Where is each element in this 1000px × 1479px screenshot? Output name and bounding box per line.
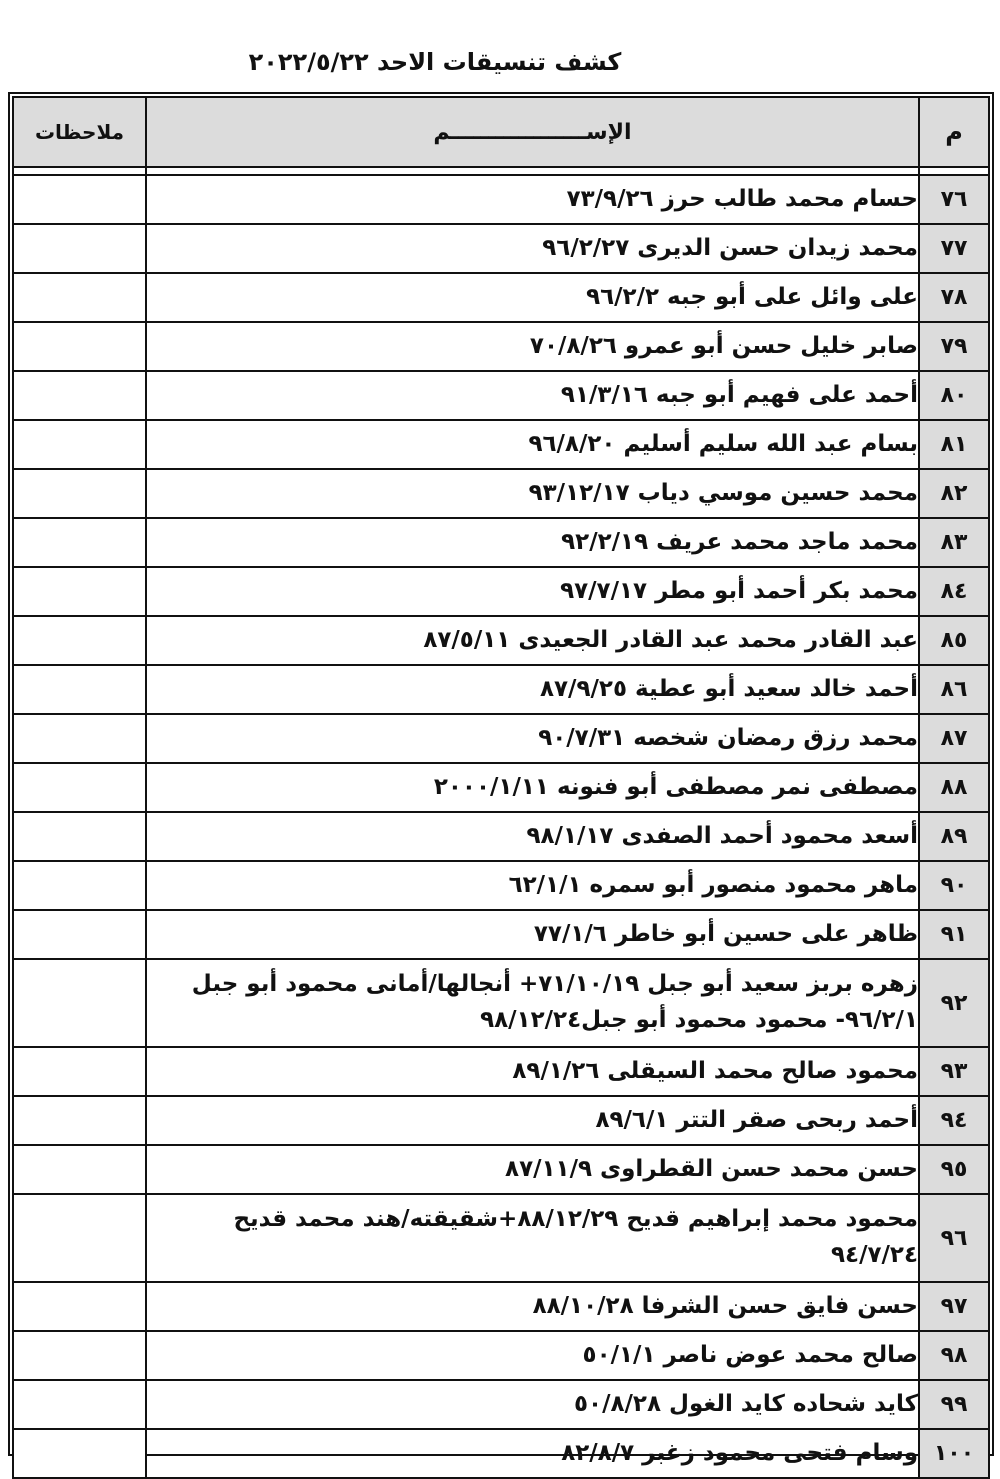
header-row: [13, 97, 989, 167]
row-number: ٩٨: [919, 1331, 989, 1380]
row-notes: [13, 861, 146, 910]
row-name: محمود صالح محمد السيقلى ٨٩/١/٢٦: [146, 1047, 919, 1096]
row-number: ٩٧: [919, 1282, 989, 1331]
row-number: ٩٥: [919, 1145, 989, 1194]
row-name: أحمد خالد سعيد أبو عطية ٨٧/٩/٢٥: [146, 665, 919, 714]
table-row: [13, 1047, 989, 1096]
row-name: أحمد على فهيم أبو جبه ٩١/٣/١٦: [146, 371, 919, 420]
header-separator: [13, 167, 989, 175]
row-number: ٩٢: [919, 959, 989, 1047]
table-row: [13, 518, 989, 567]
table-row: [13, 567, 989, 616]
row-notes: [13, 1145, 146, 1194]
row-number: ٨٣: [919, 518, 989, 567]
row-name: بسام عبد الله سليم أسليم ٩٦/٨/٢٠: [146, 420, 919, 469]
row-notes: [13, 714, 146, 763]
row-notes: [13, 616, 146, 665]
row-name: عبد القادر محمد عبد القادر الجعيدى ٨٧/٥/١١: [146, 616, 919, 665]
row-number: ٨١: [919, 420, 989, 469]
table-row: [13, 1096, 989, 1145]
row-number: ٩٠: [919, 861, 989, 910]
row-number: ٨٥: [919, 616, 989, 665]
table-row: [13, 1145, 989, 1194]
row-notes: [13, 959, 146, 1047]
table-row: [13, 469, 989, 518]
row-name: حسن فايق حسن الشرفا ٨٨/١٠/٢٨: [146, 1282, 919, 1331]
row-name: كايد شحاده كايد الغول ٥٠/٨/٢٨: [146, 1380, 919, 1429]
row-name: على وائل على أبو جبه ٩٦/٢/٢: [146, 273, 919, 322]
row-number: ٨٦: [919, 665, 989, 714]
row-notes: [13, 665, 146, 714]
table-row: [13, 910, 989, 959]
row-notes: [13, 1096, 146, 1145]
row-number: ٨٤: [919, 567, 989, 616]
row-number: ٧٦: [919, 175, 989, 224]
row-number: ٨٠: [919, 371, 989, 420]
row-number: ٧٧: [919, 224, 989, 273]
document-title: كشف تنسيقات الاحد ٢٠٢٢/٥/٢٢: [248, 48, 622, 76]
table-row: [13, 224, 989, 273]
row-name: محمد بكر أحمد أبو مطر ٩٧/٧/١٧: [146, 567, 919, 616]
row-number: ٨٢: [919, 469, 989, 518]
row-notes: [13, 273, 146, 322]
row-notes: [13, 1429, 146, 1478]
row-number: ٩٩: [919, 1380, 989, 1429]
row-notes: [13, 518, 146, 567]
separator-cell: [146, 167, 919, 175]
table-row: [13, 763, 989, 812]
table-row: [13, 959, 989, 1047]
row-notes: [13, 1380, 146, 1429]
table-row: [13, 616, 989, 665]
row-number: ١٠٠: [919, 1429, 989, 1478]
table-row: [13, 175, 989, 224]
row-name: حسن محمد حسن القطراوى ٨٧/١١/٩: [146, 1145, 919, 1194]
separator-cell: [13, 167, 146, 175]
table-row: [13, 420, 989, 469]
row-notes: [13, 371, 146, 420]
row-notes: [13, 224, 146, 273]
table-row: [13, 1331, 989, 1380]
row-notes: [13, 1331, 146, 1380]
row-notes: [13, 1194, 146, 1282]
row-name: محمود محمد إبراهيم قديح ٨٨/١٢/٢٩+شقيقته/هند محمد قديح ٩٤/٧/٢٤: [146, 1194, 919, 1282]
row-name: محمد زيدان حسن الديرى ٩٦/٢/٢٧: [146, 224, 919, 273]
row-name: وسام فتحى محمود زغبر ٨٢/٨/٧: [146, 1429, 919, 1478]
row-number: ٧٩: [919, 322, 989, 371]
row-number: ٩٦: [919, 1194, 989, 1282]
row-name: محمد ماجد محمد عريف ٩٢/٢/١٩: [146, 518, 919, 567]
row-number: ٨٨: [919, 763, 989, 812]
row-name: ظاهر على حسين أبو خاطر ٧٧/١/٦: [146, 910, 919, 959]
row-number: ٩٤: [919, 1096, 989, 1145]
table-row: [13, 665, 989, 714]
roster-table: [12, 96, 990, 1479]
row-number: ٧٨: [919, 273, 989, 322]
table-body: [13, 167, 989, 1478]
table-row: [13, 714, 989, 763]
row-name: مصطفى نمر مصطفى أبو فنونه ٢٠٠٠/١/١١: [146, 763, 919, 812]
column-header-number: م: [919, 97, 989, 167]
table-row: [13, 1429, 989, 1478]
table-row: [13, 812, 989, 861]
row-name: صالح محمد عوض ناصر ٥٠/١/١: [146, 1331, 919, 1380]
row-notes: [13, 812, 146, 861]
table-row: [13, 371, 989, 420]
table-row: [13, 861, 989, 910]
table-row: [13, 322, 989, 371]
row-notes: [13, 763, 146, 812]
row-notes: [13, 1282, 146, 1331]
row-name: ماهر محمود منصور أبو سمره ٦٢/١/١: [146, 861, 919, 910]
row-name: زهره بربز سعيد أبو جبل ٧١/١٠/١٩+ أنجالها/أمانى محمود أبو جبل ٩٦/٢/١- محمود محمود أبو جبل٩٨/١٢/٢٤: [146, 959, 919, 1047]
row-notes: [13, 469, 146, 518]
row-notes: [13, 175, 146, 224]
row-notes: [13, 1047, 146, 1096]
row-number: ٩٣: [919, 1047, 989, 1096]
table-row: [13, 1194, 989, 1282]
table-row: [13, 273, 989, 322]
row-number: ٨٧: [919, 714, 989, 763]
row-name: أسعد محمود أحمد الصفدى ٩٨/١/١٧: [146, 812, 919, 861]
row-name: محمد رزق رمضان شخصه ٩٠/٧/٣١: [146, 714, 919, 763]
row-number: ٨٩: [919, 812, 989, 861]
table-row: [13, 1282, 989, 1331]
separator-cell: [919, 167, 989, 175]
row-notes: [13, 420, 146, 469]
row-notes: [13, 322, 146, 371]
row-name: أحمد ربحى صقر التتر ٨٩/٦/١: [146, 1096, 919, 1145]
row-name: محمد حسين موسي دياب ٩٣/١٢/١٧: [146, 469, 919, 518]
column-header-name: الإســــــــــــــــــم: [146, 97, 919, 167]
table-row: [13, 1380, 989, 1429]
row-name: صابر خليل حسن أبو عمرو ٧٠/٨/٢٦: [146, 322, 919, 371]
row-name: حسام محمد طالب حرز ٧٣/٩/٢٦: [146, 175, 919, 224]
column-header-notes: ملاحظات: [13, 97, 146, 167]
row-notes: [13, 567, 146, 616]
row-notes: [13, 910, 146, 959]
row-number: ٩١: [919, 910, 989, 959]
